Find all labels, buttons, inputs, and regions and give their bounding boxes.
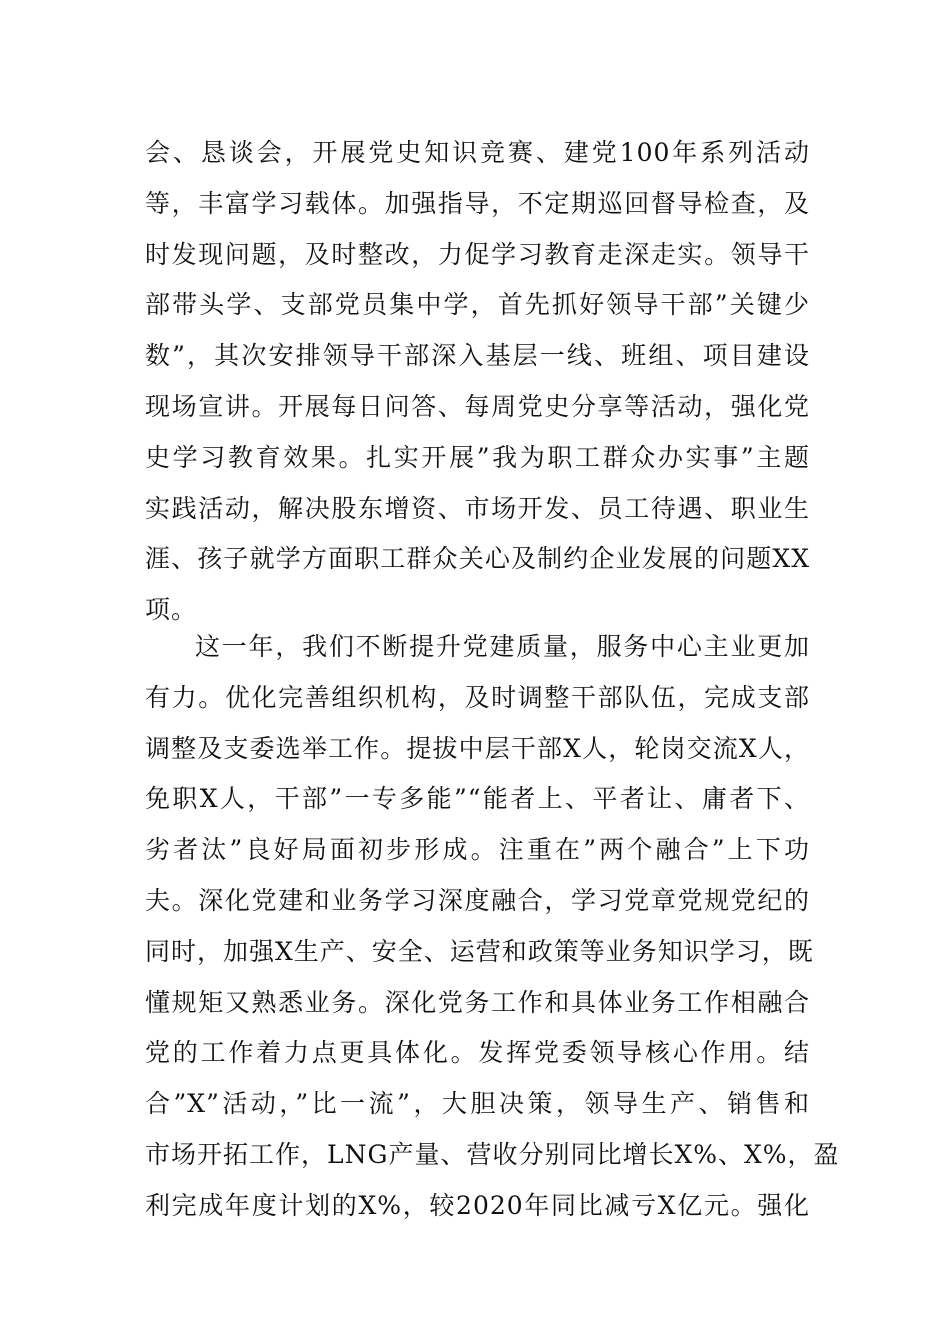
text-line: 调整及支委选举工作。提拔中层干部X人，轮岗交流X人，: [145, 733, 810, 763]
text-line: 夫。深化党建和业务学习深度融合，学习党章党规党纪的: [145, 885, 810, 915]
text-line: 项。: [145, 595, 198, 625]
text-line: 史学习教育效果。扎实开展”我为职工群众办实事”主题: [145, 442, 810, 472]
text-line: 这一年，我们不断提升党建质量，服务中心主业更加: [195, 632, 810, 661]
text-line: 等，丰富学习载体。加强指导，不定期巡回督导检查，及: [145, 188, 810, 218]
text-line: 劣者汰”良好局面初步形成。注重在”两个融合”上下功: [145, 835, 810, 865]
text-line: 有力。优化完善组织机构，及时调整干部队伍，完成支部: [145, 682, 810, 712]
text-line: 时发现问题，及时整改，力促学习教育走深走实。领导干: [145, 239, 810, 269]
text-line: 涯、孩子就学方面职工群众关心及制约企业发展的问题XX: [145, 544, 810, 574]
text-line: 市场开拓工作，LNG产量、营收分别同比增长X%、X%，盈: [145, 1139, 840, 1169]
text-line: 部带头学、支部党员集中学，首先抓好领导干部”关键少: [145, 290, 810, 320]
text-line: 现场宣讲。开展每日问答、每周党史分享等活动，强化党: [145, 391, 810, 421]
text-line: 免职X人，干部”一专多能”“能者上、平者让、庸者下、: [145, 784, 810, 814]
text-line: 数”，其次安排领导干部深入基层一线、班组、项目建设: [145, 341, 810, 371]
text-line: 合”X”活动，”比一流”，大胆决策，领导生产、销售和: [145, 1089, 810, 1119]
paragraph-1: [145, 128, 810, 636]
text-line: 实践活动，解决股东增资、市场开发、员工待遇、职业生: [145, 493, 810, 523]
text-line: 懂规矩又熟悉业务。深化党务工作和具体业务工作相融合: [145, 987, 810, 1017]
paragraph-2: [145, 622, 840, 1232]
text-line: 同时，加强X生产、安全、运营和政策等业务知识学习，既: [145, 936, 814, 966]
text-line: 党的工作着力点更具体化。发挥党委领导核心作用。结: [145, 1038, 810, 1068]
text-line: 利完成年度计划的X%，较2020年同比减亏X亿元。强化: [145, 1190, 810, 1220]
text-line: 会、恳谈会，开展党史知识竞赛、建党100年系列活动: [145, 138, 810, 167]
